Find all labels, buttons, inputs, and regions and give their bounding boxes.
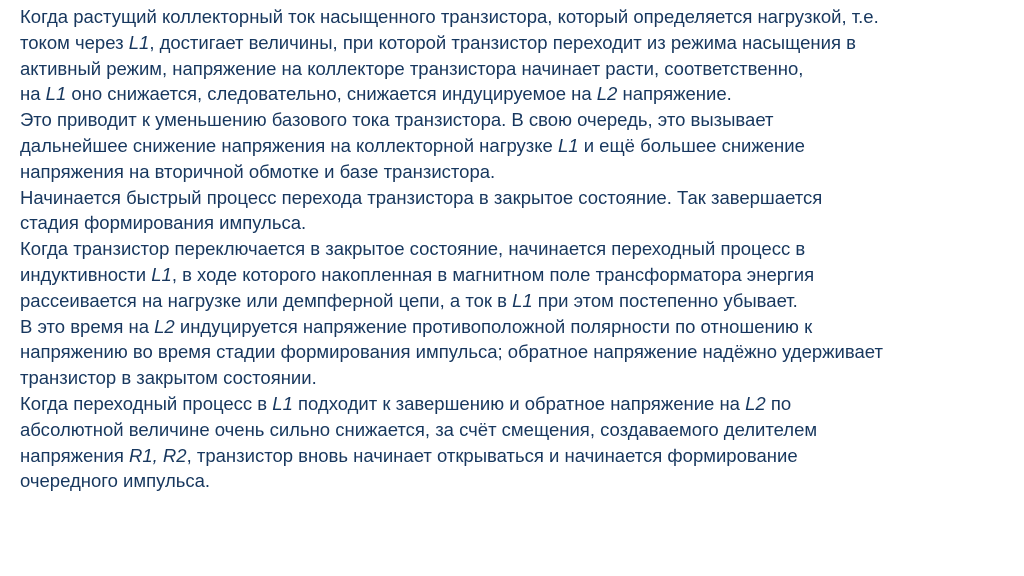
symbol-label: L1 xyxy=(128,31,150,53)
text-segment: абсолютной величине очень сильно снижается, за счёт смещения, создаваемого делителем xyxy=(20,418,818,440)
text-line xyxy=(20,107,1016,133)
text-segment: дальнейшее снижение напряжения на коллекторной нагрузке xyxy=(20,134,558,156)
text-line xyxy=(20,417,1016,443)
symbol-label: L2 xyxy=(154,315,175,337)
symbol-label: R1, R2 xyxy=(129,444,187,466)
text-segment: индуктивности xyxy=(20,263,152,285)
text-segment: оно снижается, следовательно, снижается индуцируемое на xyxy=(66,83,597,105)
text-segment: напряжения xyxy=(20,444,129,466)
text-line xyxy=(20,236,1016,262)
text-segment: индуцируется напряжение противоположной полярности по отношению к xyxy=(174,315,813,337)
text-line xyxy=(20,133,1016,159)
text-segment: , в ходе которого накопленная в магнитном поле трансформатора энергия xyxy=(171,263,815,285)
text-segment: Когда транзистор переключается в закрытое состояние, начинается переходный процесс в xyxy=(20,238,806,260)
text-segment: током через xyxy=(20,31,129,53)
text-line xyxy=(20,210,1016,236)
text-line xyxy=(20,81,1016,107)
text-segment: В это время на xyxy=(20,315,155,337)
text-line xyxy=(20,288,1016,314)
text-segment: , транзистор вновь начинает открываться и начинается формирование xyxy=(186,444,798,466)
text-segment: активный режим, напряжение на коллекторе транзистора начинает расти, соответственно, xyxy=(20,57,804,79)
text-segment: очередного импульса. xyxy=(20,470,211,492)
text-segment: напряжению во время стадии формирования импульса; обратное напряжение надёжно удерживает xyxy=(20,341,883,363)
text-line xyxy=(20,314,1016,340)
symbol-label: L2 xyxy=(596,83,618,105)
text-line xyxy=(20,4,1016,30)
text-segment: , достигает величины, при которой транзистор переходит из режима насыщения в xyxy=(149,31,856,53)
body-text xyxy=(20,4,1016,494)
text-line xyxy=(20,185,1016,211)
text-segment: стадия формирования импульса. xyxy=(20,212,307,234)
symbol-label: L1 xyxy=(45,83,67,105)
text-line xyxy=(20,30,1016,56)
text-line xyxy=(20,262,1016,288)
text-line xyxy=(20,391,1016,417)
text-segment: Когда растущий коллекторный ток насыщенного транзистора, который определяется нагрузкой, т.е. xyxy=(20,6,879,27)
text-segment: рассеивается на нагрузке или демпферной цепи, а ток в xyxy=(20,289,513,311)
text-line xyxy=(20,56,1016,82)
text-segment: подходит к завершению и обратное напряжение на xyxy=(292,392,746,414)
text-segment: напряжения на вторичной обмотке и базе транзистора. xyxy=(20,160,496,182)
symbol-label: L1 xyxy=(557,134,579,156)
text-segment: и ещё большее снижение xyxy=(578,134,805,156)
text-segment: напряжение. xyxy=(617,83,732,105)
text-line xyxy=(20,159,1016,185)
text-segment: Начинается быстрый процесс перехода транзистора в закрытое состояние. Так завершается xyxy=(20,186,823,208)
text-segment: Это приводит к уменьшению базового тока транзистора. В свою очередь, это вызывает xyxy=(20,109,774,131)
text-segment: на xyxy=(20,83,46,105)
symbol-label: L2 xyxy=(745,392,766,414)
text-line xyxy=(20,443,1016,469)
symbol-label: L1 xyxy=(151,263,172,285)
text-line xyxy=(20,365,1016,391)
text-segment: по xyxy=(765,392,792,414)
text-line xyxy=(20,468,1016,494)
text-segment: транзистор в закрытом состоянии. xyxy=(20,367,317,389)
text-segment: Когда переходный процесс в xyxy=(20,392,273,414)
symbol-label: L1 xyxy=(272,392,293,414)
text-segment: при этом постепенно убывает. xyxy=(532,289,798,311)
symbol-label: L1 xyxy=(512,289,533,311)
text-line xyxy=(20,339,1016,365)
